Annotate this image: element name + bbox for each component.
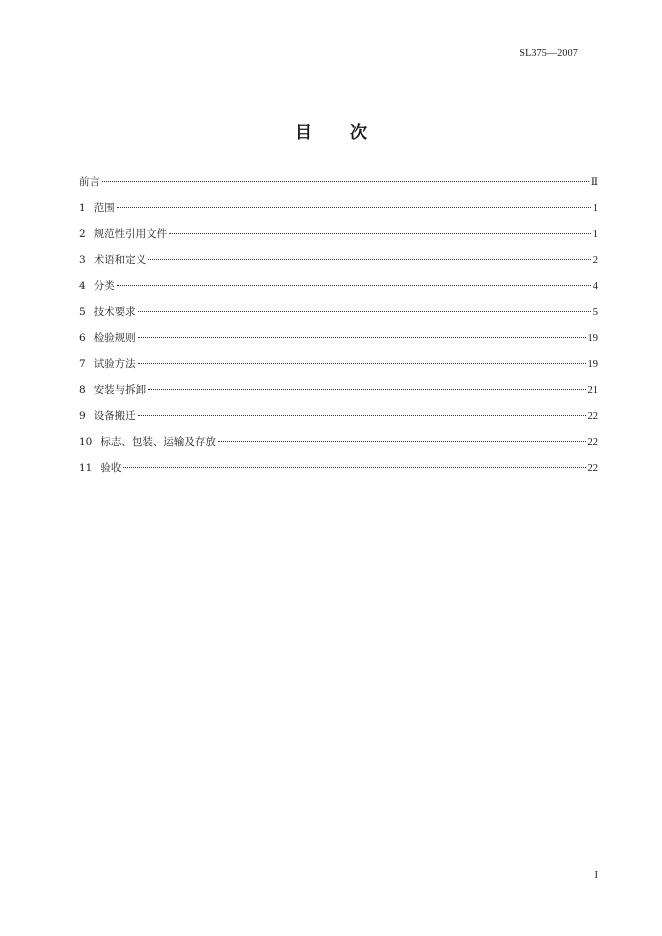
toc-entry-page: 19	[587, 333, 598, 344]
toc-entry[interactable]	[79, 198, 598, 224]
toc-entry-label: 验收	[100, 462, 122, 474]
toc-entry-label: 设备搬迁	[93, 410, 136, 422]
toc-entry[interactable]	[79, 276, 598, 302]
toc-entry-number: 3	[79, 254, 86, 266]
standard-code: SL375—2007	[519, 48, 578, 59]
dot-leader	[169, 233, 591, 234]
dot-leader	[123, 467, 585, 468]
toc-entry-page: 19	[587, 359, 598, 370]
toc-entry-page: 5	[592, 307, 598, 318]
dot-leader	[117, 285, 591, 286]
toc-entry-page: 2	[592, 255, 598, 266]
toc-entry-page: 22	[587, 463, 598, 474]
toc-entry-number: 1	[79, 202, 86, 214]
toc-entry-label: 规范性引用文件	[93, 228, 168, 240]
toc-entry-page: 22	[587, 437, 598, 448]
dot-leader	[117, 207, 591, 208]
dot-leader	[138, 415, 586, 416]
toc-entry-number: 4	[79, 280, 86, 292]
toc-entry-page: 4	[592, 281, 598, 292]
page-title	[0, 118, 662, 143]
toc-entry-label: 检验规则	[93, 332, 136, 344]
toc-entry[interactable]	[79, 250, 598, 276]
title-char-1: 目	[295, 123, 312, 143]
dot-leader	[138, 311, 591, 312]
toc-entry-page: 1	[592, 203, 598, 214]
toc-entry-label: 分类	[93, 280, 115, 292]
toc-entry-number: 6	[79, 332, 86, 344]
toc-entry-page: 22	[587, 411, 598, 422]
dot-leader	[148, 259, 591, 260]
dot-leader	[218, 441, 586, 442]
toc-entry-label: 前言	[79, 176, 100, 188]
toc-entry[interactable]	[79, 354, 598, 380]
dot-leader	[102, 181, 589, 182]
dot-leader	[138, 337, 586, 338]
table-of-contents	[79, 172, 598, 484]
toc-entry-number: 5	[79, 306, 86, 318]
toc-entry-number: 7	[79, 358, 86, 370]
toc-entry[interactable]	[79, 328, 598, 354]
page-number: I	[594, 870, 598, 881]
toc-entry-label: 标志、包装、运输及存放	[100, 436, 216, 448]
toc-entry-number: 10	[79, 436, 93, 448]
dot-leader	[138, 363, 586, 364]
toc-entry-page: 1	[592, 229, 598, 240]
toc-entry-label: 安装与拆卸	[93, 384, 147, 396]
title-char-2: 次	[350, 123, 367, 143]
toc-entry-number: 8	[79, 384, 86, 396]
toc-entry[interactable]	[79, 458, 598, 484]
toc-entry-number: 2	[79, 228, 86, 240]
toc-entry-label: 技术要求	[93, 306, 136, 318]
toc-entry-page: Ⅱ	[590, 177, 598, 188]
toc-entry-label: 范围	[93, 202, 115, 214]
toc-entry[interactable]	[79, 172, 598, 198]
toc-entry[interactable]	[79, 302, 598, 328]
toc-entry-label: 术语和定义	[93, 254, 147, 266]
toc-entry[interactable]	[79, 406, 598, 432]
toc-entry[interactable]	[79, 224, 598, 250]
toc-entry-page: 21	[587, 385, 598, 396]
toc-entry-label: 试验方法	[93, 358, 136, 370]
toc-entry[interactable]	[79, 380, 598, 406]
dot-leader	[148, 389, 585, 390]
toc-entry[interactable]	[79, 432, 598, 458]
toc-entry-number: 9	[79, 410, 86, 422]
toc-entry-number: 11	[79, 462, 93, 474]
